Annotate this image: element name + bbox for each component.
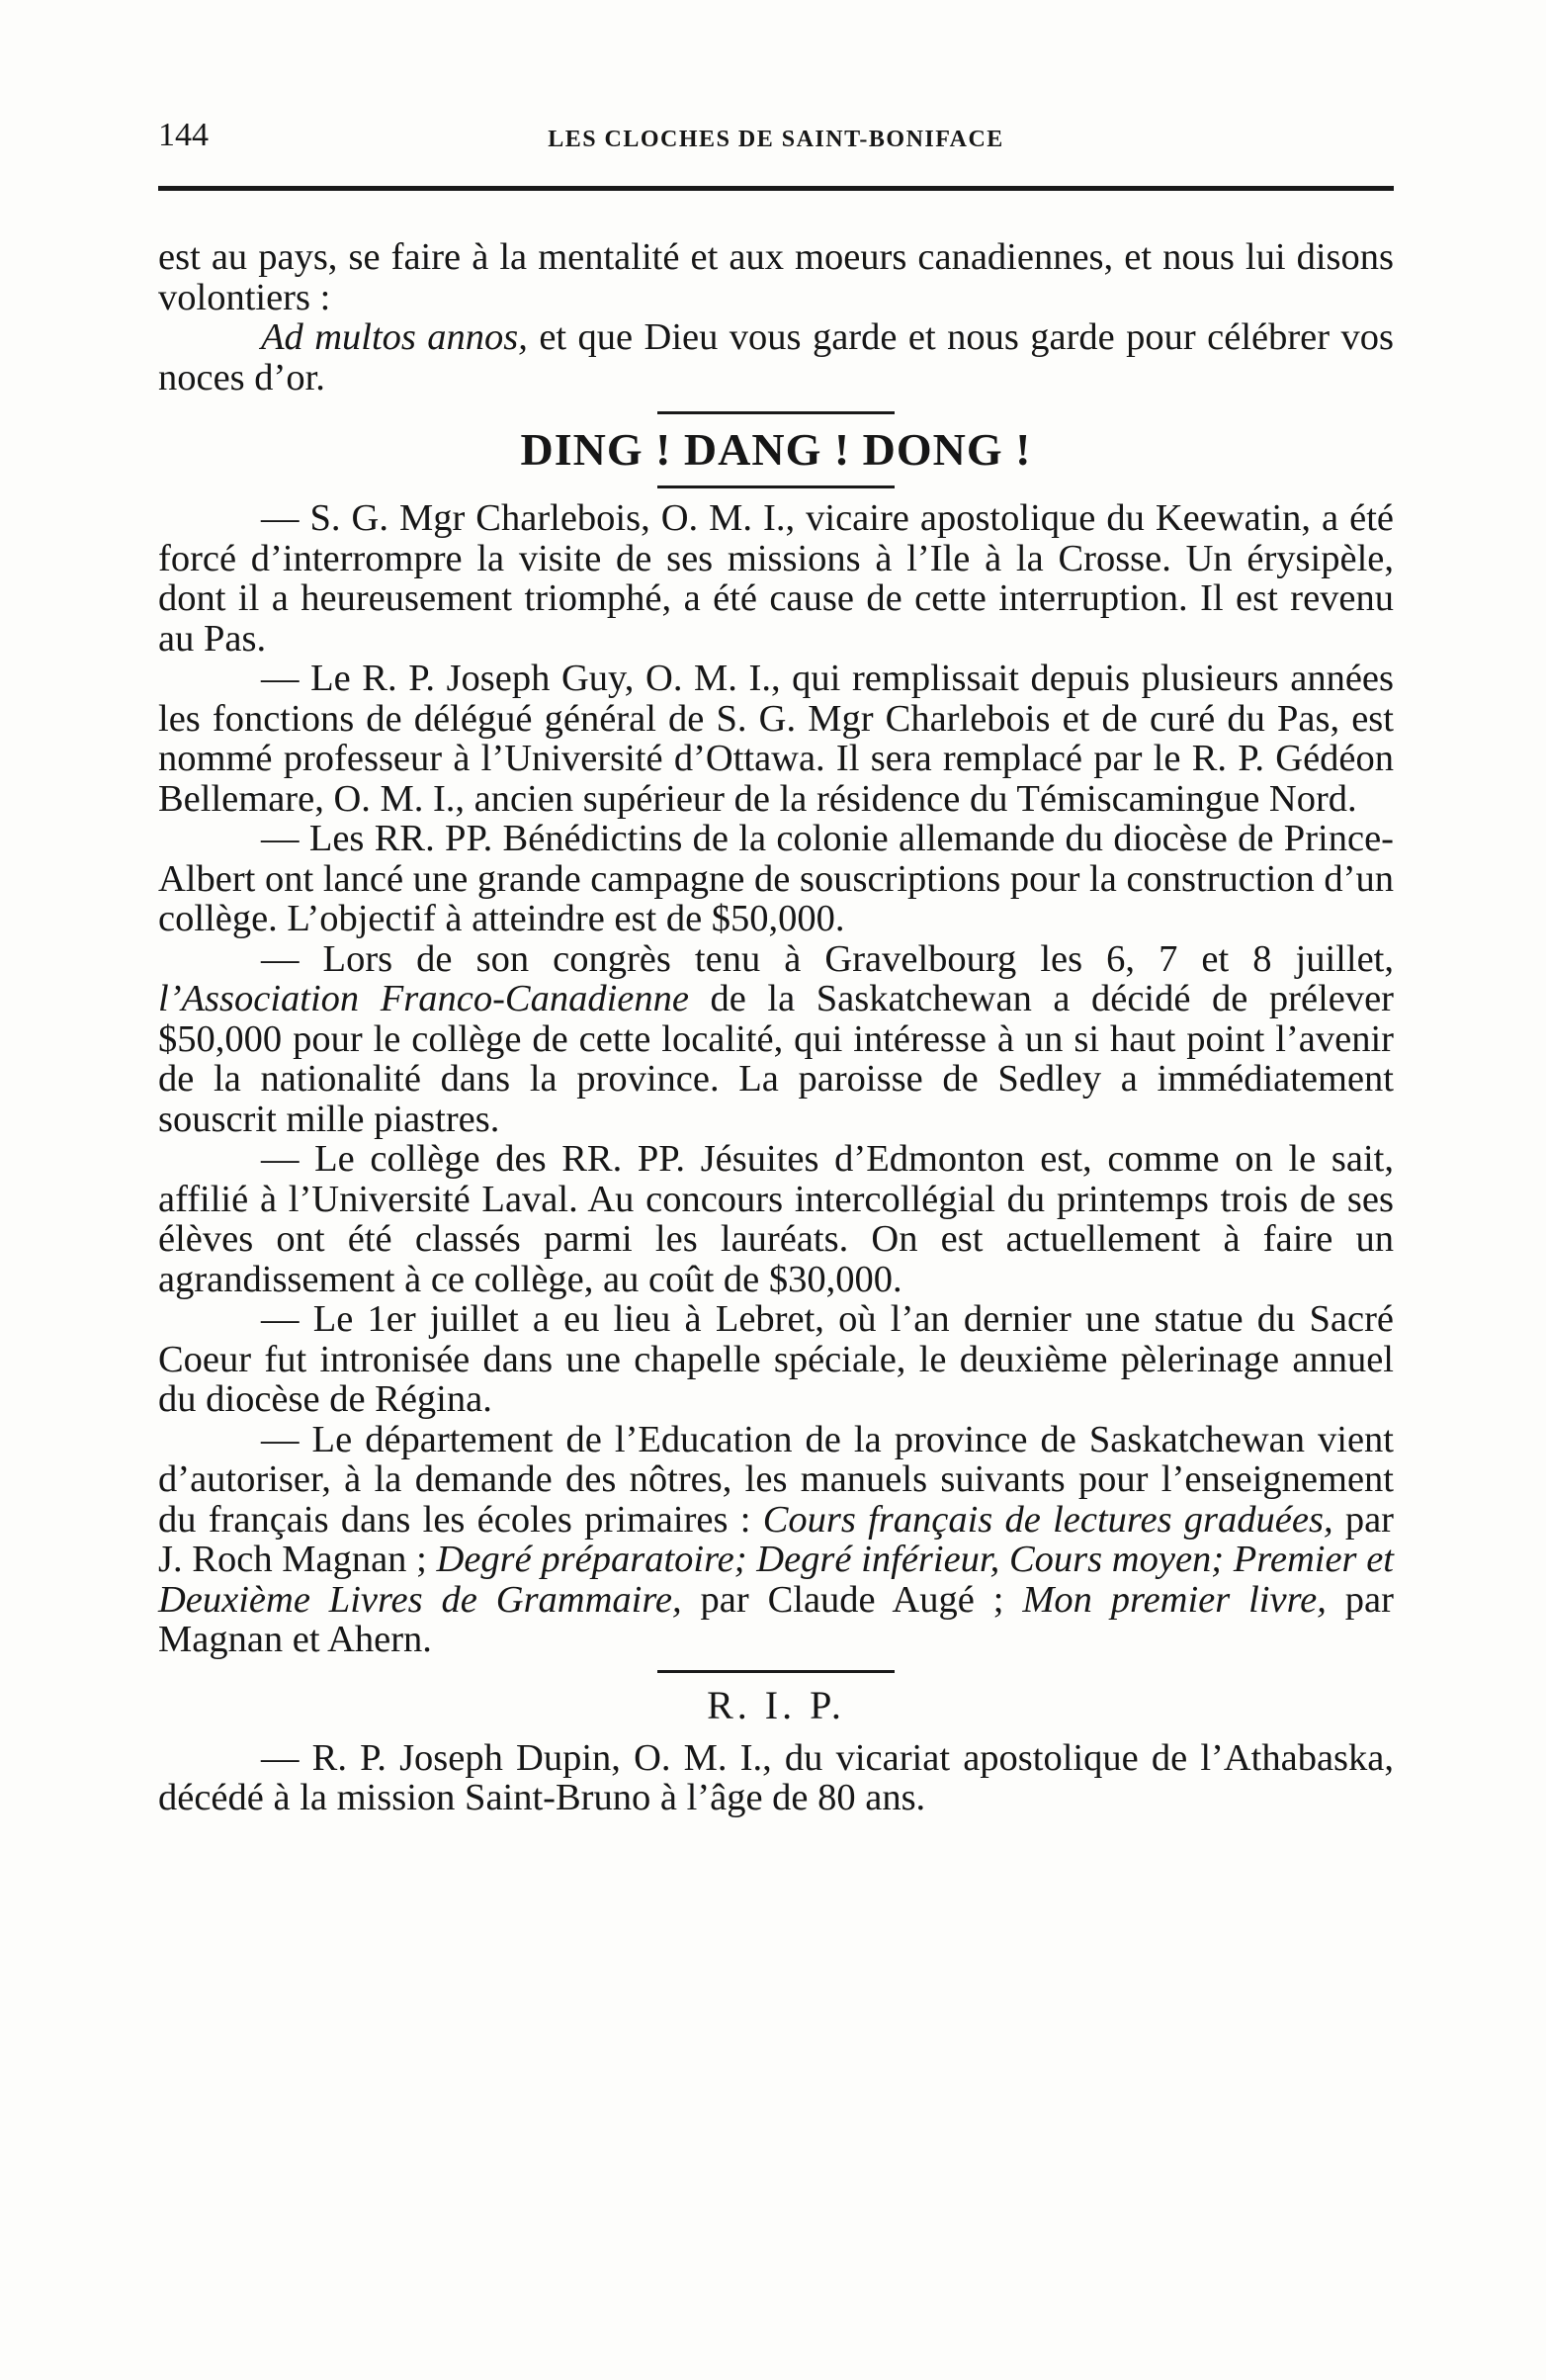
news-paragraph: [158, 1139, 1394, 1299]
paragraph-text: par Magnan et Ahern.: [158, 1578, 1394, 1660]
running-title: LES CLOCHES DE SAINT-BONIFACE: [548, 127, 1004, 152]
paragraph-text: par Claude Augé ;: [681, 1578, 1023, 1621]
news-paragraph: [158, 1738, 1394, 1818]
news-paragraph: [158, 939, 1394, 1140]
news-items: [158, 498, 1394, 1660]
italic-title: Cours français de lectures graduées,: [762, 1498, 1333, 1541]
news-paragraph: [158, 498, 1394, 659]
closing-text: et que Dieu vous garde et nous garde pour célébrer vos noces d’or.: [158, 316, 1394, 398]
page-header: [158, 109, 1394, 164]
news-paragraph: [158, 1420, 1394, 1660]
news-paragraph: [158, 1299, 1394, 1420]
paragraph-text: par J. Roch Magnan ;: [158, 1498, 1394, 1580]
rip-items: [158, 1738, 1394, 1818]
news-paragraph: [158, 819, 1394, 939]
news-paragraph: [158, 659, 1394, 819]
paragraph-text: — Le 1er juillet a eu lieu à Lebret, où l’an dernier une statue du Sacré Coeur fut intronisée dans une chapelle spéciale, le deuxième pèlerinage annuel du diocèse de Régina.: [158, 1298, 1394, 1420]
intro-closing-paragraph: [158, 317, 1394, 397]
paragraph-text: — S. G. Mgr Charlebois, O. M. I., vicaire apostolique du Keewatin, a été forcé d’interrompre la visite de ses missions à l’Ile à la Crosse. Un érysipèle, dont il a heureusement triomphé, a été cause de cette interruption. Il est revenu au Pas.: [158, 497, 1394, 660]
body-text: [158, 237, 1394, 1818]
italic-title: Degré préparatoire; Degré inférieur, Cours moyen; Premier et Deuxième Livres de Grammaire,: [158, 1539, 1395, 1621]
section-divider: [657, 485, 895, 488]
page: [158, 109, 1395, 1818]
latin-phrase: Ad multos annos,: [261, 316, 528, 358]
paragraph-text: — Les RR. PP. Bénédictins de la colonie allemande du diocèse de Prince-Albert ont lancé une grande campagne de souscriptions pour la construction d’un collège. L’objectif à atteindre est de $50,000.: [158, 818, 1394, 939]
paragraph-text: — Le R. P. Joseph Guy, O. M. I., qui remplissait depuis plusieurs années les fonctions de délégué général de S. G. Mgr Charlebois et de curé du Pas, est nommé professeur à l’Université d’Ottawa. Il sera remplacé par le R. P. Gédéon Bellemare, O. M. I., ancien supérieur de la résidence du Témiscamingue Nord.: [158, 658, 1394, 820]
section-heading-rip: R. I. P.: [707, 1682, 845, 1727]
header-rule: [158, 186, 1394, 191]
paragraph-text: de la Saskatchewan a décidé de prélever $50,000 pour le collège de cette localité, qui intéresse à un si haut point l’avenir de la nationalité dans la province. La paroisse de Sedley a immédiatement souscrit mille piastres.: [158, 978, 1395, 1140]
paragraph-text: — R. P. Joseph Dupin, O. M. I., du vicariat apostolique de l’Athabaska, décédé à la mission Saint-Bruno à l’âge de 80 ans.: [158, 1736, 1394, 1818]
section-heading-news: DING ! DANG ! DONG !: [520, 424, 1032, 475]
italic-title: l’Association Franco-Canadienne: [158, 978, 689, 1019]
italic-title: Mon premier livre,: [1022, 1578, 1327, 1621]
paragraph-text: — Lors de son congrès tenu à Gravelbourg les 6, 7 et 8 juillet,: [261, 937, 1394, 980]
intro-paragraph: est au pays, se faire à la mentalité et aux moeurs canadiennes, et nous lui disons volontiers :: [158, 236, 1394, 318]
paragraph-text: — Le département de l’Education de la province de Saskatchewan vient d’autoriser, à la demande des nôtres, les manuels suivants pour l’enseignement du français dans les écoles primaires :: [158, 1418, 1394, 1541]
paragraph-text: — Le collège des RR. PP. Jésuites d’Edmonton est, comme on le sait, affilié à l’Université Laval. Au concours intercollégial du printemps trois de ses élèves ont été classés parmi les lauréats. On est actuellement à faire un agrandissement à ce collège, au coût de $30,000.: [158, 1138, 1394, 1300]
page-number: 144: [158, 117, 209, 153]
